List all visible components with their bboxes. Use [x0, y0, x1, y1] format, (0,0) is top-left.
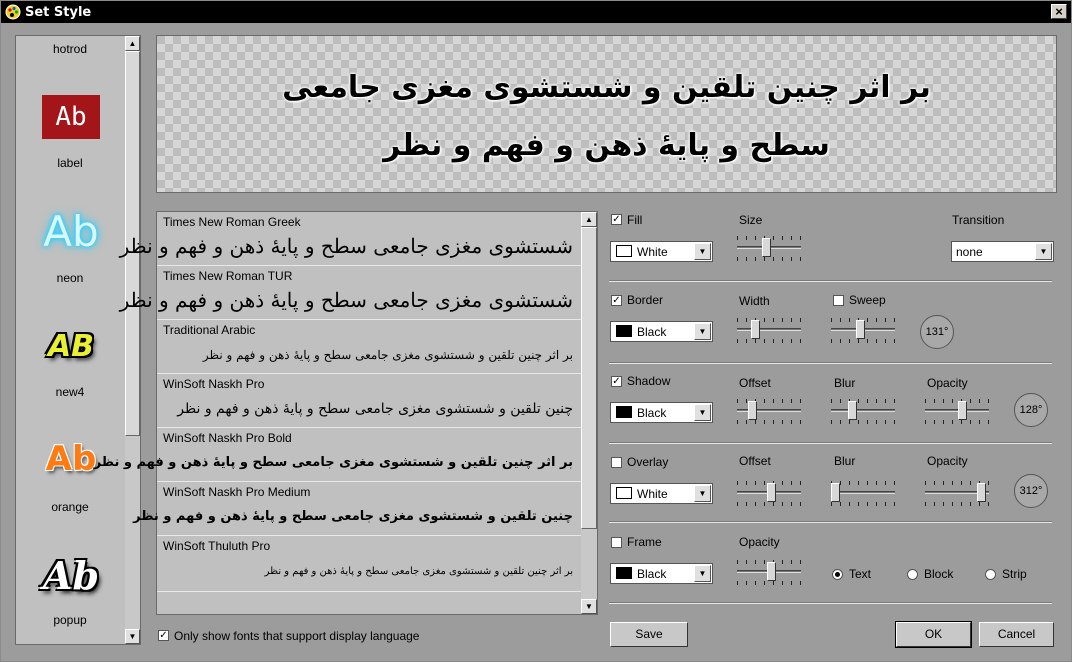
- sweep-checkbox[interactable]: [833, 295, 844, 306]
- window-title: Set Style: [25, 5, 92, 20]
- font-name: WinSoft Thuluth Pro: [163, 539, 271, 553]
- fill-label: Fill: [627, 213, 643, 227]
- arrow-down-icon[interactable]: ▼: [125, 629, 140, 644]
- divider: [609, 362, 1052, 364]
- shadow-offset-slider[interactable]: [737, 396, 801, 426]
- width-label: Width: [739, 294, 770, 308]
- frame-label: Frame: [627, 535, 662, 549]
- only-show-fonts-checkbox[interactable]: ✓: [159, 630, 168, 641]
- sweep-label: Sweep: [849, 293, 886, 307]
- chevron-down-icon[interactable]: ▼: [1035, 243, 1052, 260]
- style-label: popup: [53, 613, 87, 627]
- transition-select[interactable]: [951, 241, 1054, 262]
- style-thumbnail: Ab: [45, 439, 97, 479]
- font-list: [93, 211, 598, 615]
- fill-checkbox[interactable]: ✓: [612, 214, 621, 225]
- border-color-swatch: [616, 325, 632, 337]
- slider-knob[interactable]: [748, 401, 757, 420]
- style-item-new4[interactable]: [16, 321, 124, 407]
- style-thumbnail: Ab: [42, 94, 100, 140]
- fill-color-value: White: [637, 245, 668, 259]
- overlay-offset-label: Offset: [739, 454, 771, 468]
- font-sample: بر اثر چنین تلقین و شستشوی مغزی جامعی سطح و پایهٔ ذهن و فهم و نظر: [93, 455, 573, 470]
- frame-mode-text-label: Text: [849, 567, 872, 581]
- style-thumbnail: Ab: [43, 206, 99, 256]
- frame-opacity-slider[interactable]: [737, 557, 801, 587]
- style-label: orange: [51, 500, 89, 514]
- style-item-orange[interactable]: [16, 434, 124, 522]
- arrow-up-icon[interactable]: ▲: [581, 212, 597, 227]
- shadow-offset-label: Offset: [739, 376, 771, 390]
- border-color-select[interactable]: [610, 321, 713, 342]
- overlay-color-select[interactable]: [610, 483, 713, 504]
- font-name: WinSoft Naskh Pro Bold: [163, 431, 292, 445]
- shadow-label: Shadow: [627, 374, 671, 388]
- chevron-down-icon[interactable]: ▼: [694, 565, 711, 582]
- arrow-up-icon[interactable]: ▲: [125, 36, 140, 51]
- frame-mode-strip-radio[interactable]: [985, 569, 996, 580]
- overlay-color-value: White: [637, 487, 668, 501]
- overlay-blur-slider[interactable]: [831, 478, 895, 508]
- style-label: label: [57, 156, 83, 170]
- transition-label: Transition: [952, 213, 1005, 227]
- font-list-item[interactable]: [133, 482, 581, 536]
- style-item-hotrod[interactable]: [16, 36, 124, 66]
- style-thumbnail: AB: [47, 328, 95, 364]
- style-preview: [156, 35, 1057, 193]
- slider-knob[interactable]: [767, 562, 776, 581]
- frame-mode-block-radio[interactable]: [907, 569, 918, 580]
- font-list-item[interactable]: [157, 320, 581, 374]
- font-name: WinSoft Naskh Pro Medium: [163, 485, 311, 499]
- size-slider[interactable]: [737, 233, 801, 263]
- frame-checkbox[interactable]: [611, 537, 622, 548]
- chevron-down-icon[interactable]: ▼: [694, 323, 711, 340]
- frame-mode-text-radio[interactable]: [832, 569, 843, 580]
- frame-opacity-label: Opacity: [739, 535, 780, 549]
- style-label: hotrod: [52, 42, 88, 56]
- frame-color-select[interactable]: [610, 563, 713, 584]
- slider-knob[interactable]: [977, 483, 986, 502]
- size-label: Size: [739, 213, 763, 227]
- overlay-angle-dial[interactable]: 312°: [1014, 474, 1048, 508]
- border-checkbox[interactable]: ✓: [612, 295, 621, 306]
- style-label: neon: [56, 271, 84, 285]
- style-thumbnail: Ab: [42, 552, 100, 598]
- chevron-down-icon[interactable]: ▼: [694, 404, 711, 421]
- style-label: new4: [55, 385, 85, 399]
- paint-icon: [5, 4, 21, 20]
- fill-color-swatch: [616, 245, 632, 257]
- font-sample: بر اثر چنین تلقین و شستشوی مغزی جامعی سطح و پایهٔ ذهن و فهم و نظر: [202, 348, 573, 362]
- style-item-popup[interactable]: [16, 546, 124, 634]
- chevron-down-icon[interactable]: ▼: [694, 243, 711, 260]
- divider: [609, 442, 1052, 444]
- transition-value: none: [956, 245, 983, 259]
- fill-color-select[interactable]: [610, 241, 713, 262]
- divider: [609, 521, 1052, 523]
- shadow-blur-slider[interactable]: [831, 396, 895, 426]
- width-slider[interactable]: [737, 315, 801, 345]
- font-list-item[interactable]: [93, 428, 581, 482]
- only-show-fonts-label: Only show fonts that support display language: [174, 629, 420, 643]
- preview-line-1: بر اثر چنین تلقین و شستشوی مغزی جامعی: [282, 70, 931, 105]
- shadow-color-swatch: [616, 406, 632, 418]
- overlay-color-swatch: [616, 487, 632, 499]
- font-sample: شستشوی مغزی جامعی سطح و پایهٔ ذهن و فهم و نظر: [119, 288, 573, 312]
- font-name: WinSoft Naskh Pro: [163, 377, 265, 391]
- font-list-item[interactable]: [157, 536, 581, 592]
- sweep-slider[interactable]: [831, 315, 895, 345]
- font-list-item[interactable]: [157, 374, 581, 428]
- arrow-down-icon[interactable]: ▼: [581, 599, 597, 614]
- chevron-down-icon[interactable]: ▼: [694, 485, 711, 502]
- shadow-color-select[interactable]: [610, 402, 713, 423]
- font-sample: چنین تلقین و شستشوی مغزی جامعی سطح و پایهٔ ذهن و فهم و نظر: [133, 509, 573, 524]
- overlay-blur-label: Blur: [834, 454, 856, 468]
- slider-knob[interactable]: [848, 401, 857, 420]
- font-list-item[interactable]: [119, 266, 581, 320]
- style-list-scrollbar[interactable]: [125, 36, 140, 644]
- style-item-neon[interactable]: [16, 201, 124, 291]
- font-name: Traditional Arabic: [163, 323, 256, 337]
- ok-button[interactable]: OK: [896, 622, 971, 647]
- overlay-offset-slider[interactable]: [737, 478, 801, 508]
- font-list-item[interactable]: [119, 212, 581, 266]
- slider-knob[interactable]: [958, 401, 967, 420]
- style-list: [15, 35, 141, 645]
- shadow-checkbox[interactable]: ✓: [612, 376, 621, 387]
- shadow-opacity-slider[interactable]: [925, 396, 989, 426]
- overlay-opacity-slider[interactable]: [925, 478, 989, 508]
- style-item-label[interactable]: [16, 90, 124, 176]
- overlay-label: Overlay: [627, 455, 669, 469]
- frame-mode-strip-label: Strip: [1002, 567, 1027, 581]
- frame-color-value: Black: [637, 567, 667, 581]
- font-name: Times New Roman Greek: [163, 215, 301, 229]
- cancel-button[interactable]: Cancel: [979, 622, 1054, 647]
- slider-knob[interactable]: [767, 483, 776, 502]
- slider-knob[interactable]: [856, 320, 865, 339]
- divider: [609, 280, 1052, 282]
- frame-color-swatch: [616, 567, 632, 579]
- divider: [609, 602, 1052, 604]
- border-angle-dial[interactable]: 131°: [920, 315, 954, 349]
- font-list-scrollbar[interactable]: [581, 212, 597, 614]
- shadow-color-value: Black: [637, 406, 667, 420]
- border-color-value: Black: [637, 325, 667, 339]
- title-bar: [1, 1, 1071, 23]
- font-sample: چنین تلقین و شستشوی مغزی جامعی سطح و پایهٔ ذهن و فهم و نظر: [177, 401, 573, 417]
- font-sample: بر اثر چنین تلقین و شستشوی مغزی جامعی سطح و پایهٔ ذهن و فهم و نظر: [264, 566, 573, 577]
- font-name: Times New Roman TUR: [163, 269, 293, 283]
- frame-mode-block-label: Block: [924, 567, 954, 581]
- shadow-angle-dial[interactable]: 128°: [1014, 393, 1048, 427]
- save-button[interactable]: Save: [610, 622, 688, 647]
- slider-knob[interactable]: [762, 238, 771, 257]
- overlay-opacity-label: Opacity: [927, 454, 968, 468]
- shadow-opacity-label: Opacity: [927, 376, 968, 390]
- overlay-checkbox[interactable]: [611, 457, 622, 468]
- border-label: Border: [627, 293, 664, 307]
- slider-knob[interactable]: [831, 483, 840, 502]
- font-sample: شستشوی مغزی جامعی سطح و پایهٔ ذهن و فهم و نظر: [119, 234, 573, 258]
- shadow-blur-label: Blur: [834, 376, 856, 390]
- preview-line-2: سطح و پایهٔ ذهن و فهم و نظر: [383, 128, 830, 163]
- slider-knob[interactable]: [751, 320, 760, 339]
- close-button[interactable]: ×: [1051, 4, 1067, 19]
- scrollbar-thumb[interactable]: [581, 227, 597, 529]
